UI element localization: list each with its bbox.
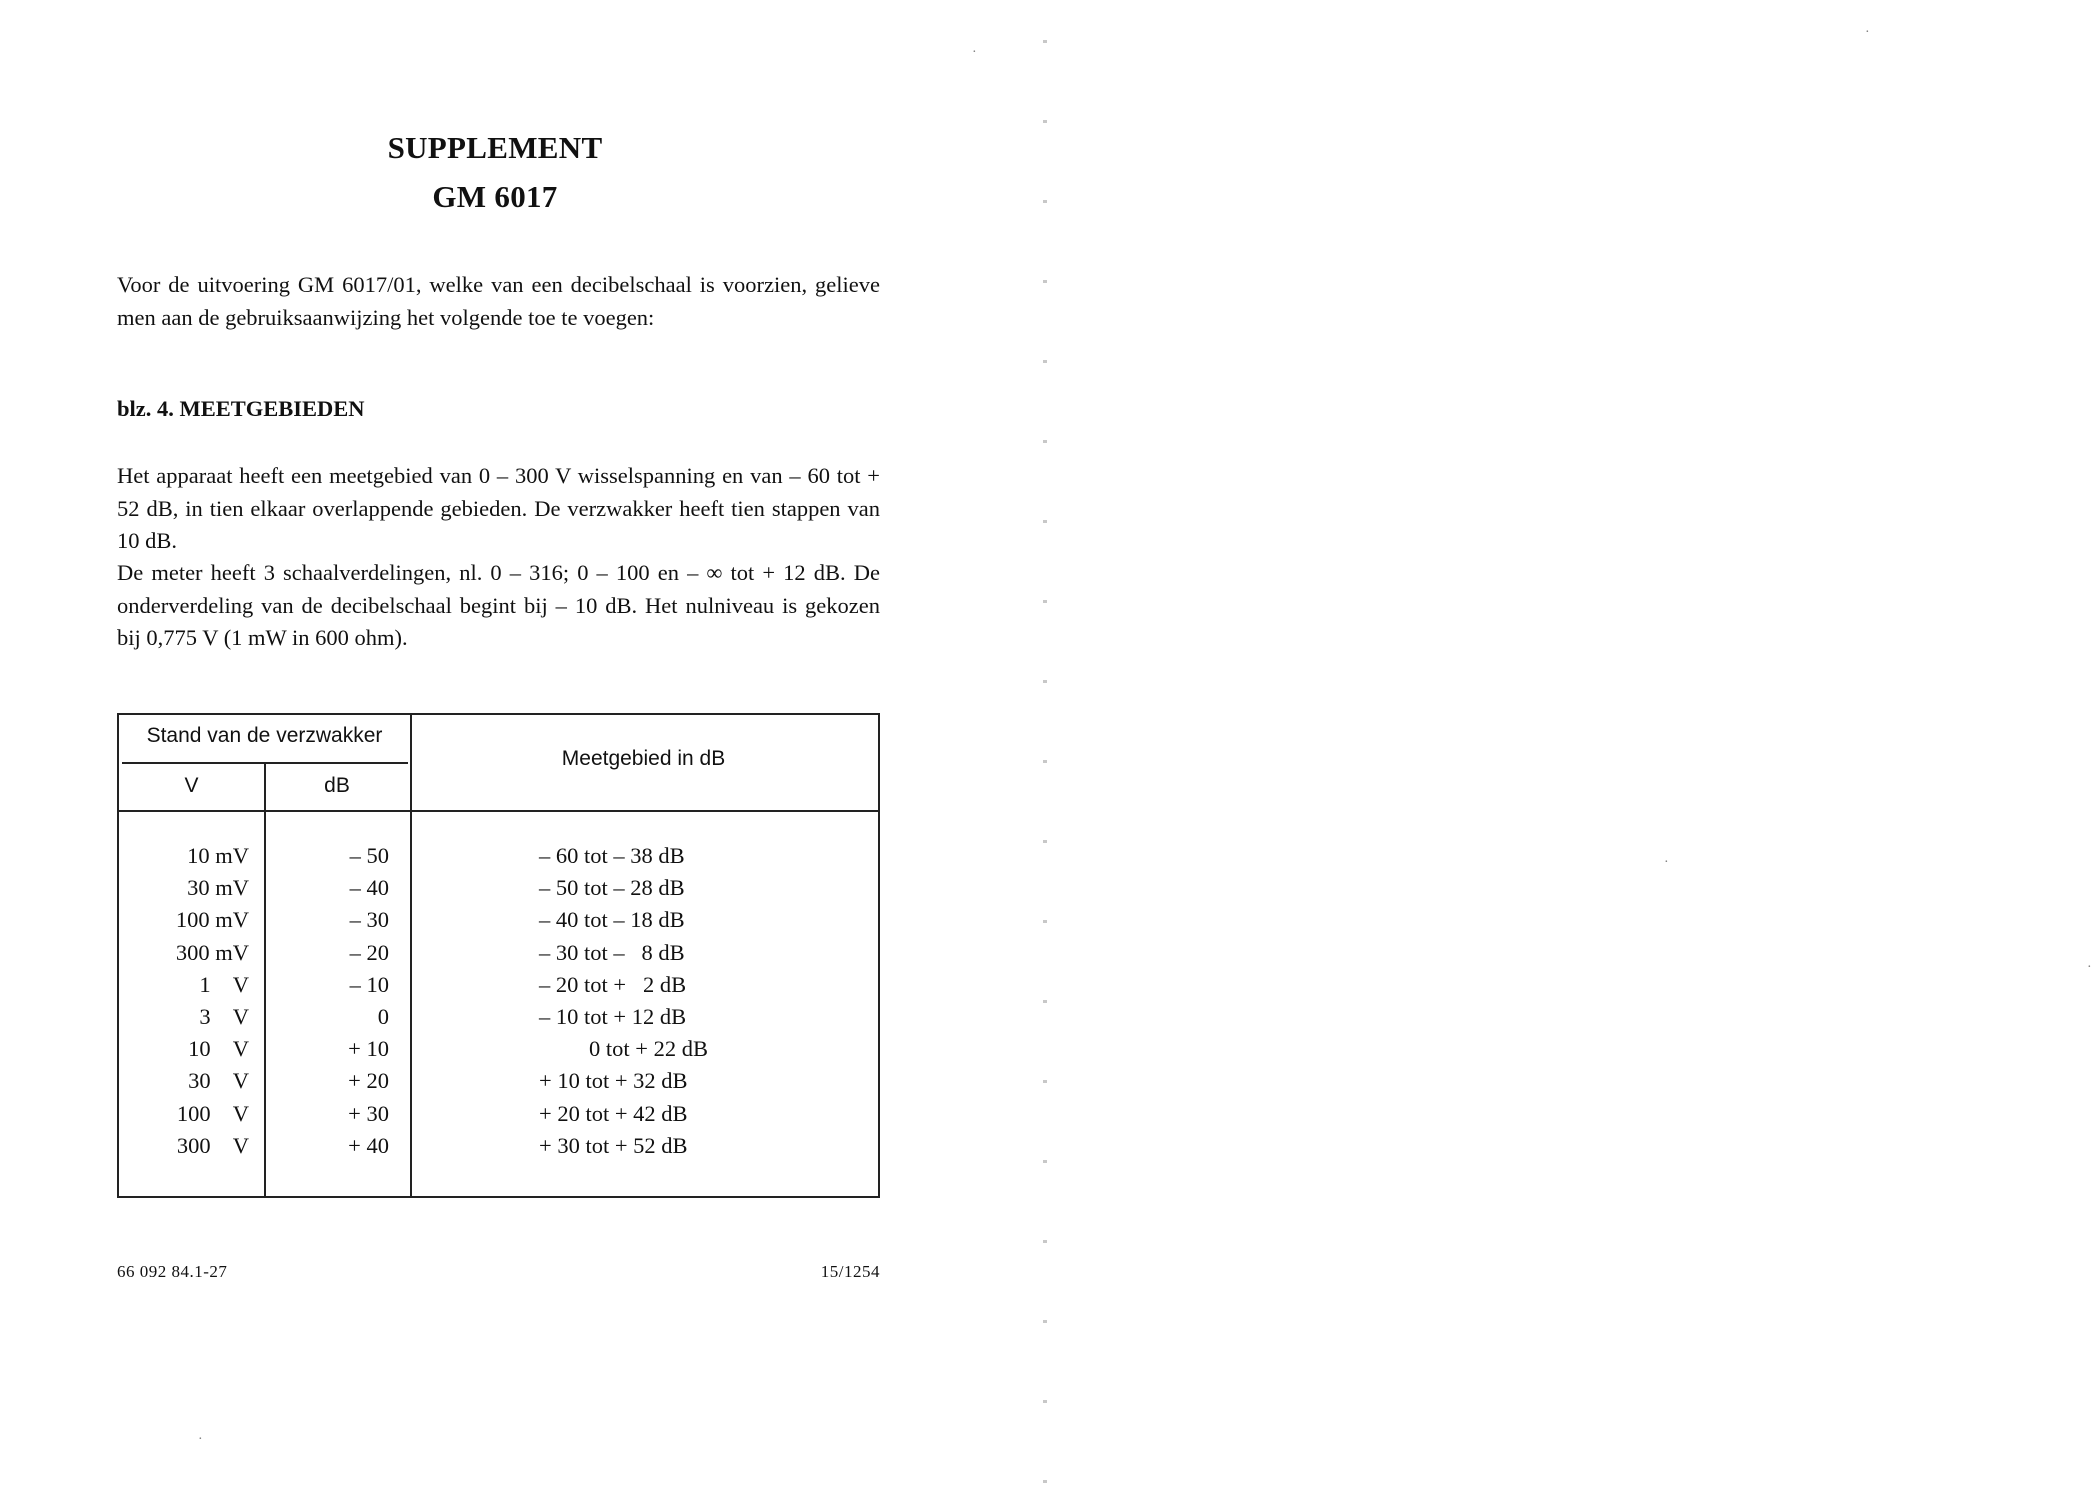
- cell-range: – 50 tot – 28 dB: [539, 875, 685, 901]
- cell-v: 1 V: [199, 971, 249, 997]
- document-subtitle: GM 6017: [432, 179, 558, 214]
- scan-speck: ·: [2087, 960, 2092, 975]
- cell-v: 300 V: [176, 1132, 249, 1158]
- cell-db: + 10: [348, 1036, 389, 1062]
- cell-range: + 10 tot + 32 dB: [539, 1068, 688, 1094]
- table-row: [119, 1068, 878, 1100]
- cell-range: – 20 tot + 2 dB: [539, 971, 687, 997]
- cell-range: 0 tot + 22 dB: [589, 1036, 708, 1062]
- cell-range: + 30 tot + 52 dB: [539, 1132, 688, 1158]
- scan-speck: ·: [198, 1432, 203, 1447]
- cell-v: 30 mV: [187, 875, 249, 901]
- cell-db: – 40: [349, 875, 389, 901]
- cell-db: – 50: [349, 843, 389, 868]
- cell-v: 30 V: [188, 1068, 249, 1094]
- cell-v: 100 mV: [175, 907, 249, 933]
- cell-range: – 10 tot + 12 dB: [539, 1003, 687, 1029]
- document-page: [0, 0, 1040, 1488]
- table-row: [119, 1101, 878, 1133]
- cell-db: 0: [377, 1003, 389, 1029]
- cell-range: – 40 tot – 18 dB: [539, 907, 685, 933]
- section-heading: blz. 4. MEETGEBIEDEN: [117, 396, 365, 421]
- scan-speck: ·: [1664, 855, 1669, 870]
- cell-db: – 30: [349, 907, 389, 933]
- page-fold-binding: [1043, 0, 1047, 1488]
- table-row: [119, 972, 878, 1004]
- cell-db: + 30: [348, 1100, 389, 1126]
- table-header-line: [119, 810, 878, 812]
- cell-db: + 20: [348, 1068, 389, 1094]
- table-subheader-line: [122, 762, 408, 764]
- table-header-v: V: [184, 774, 199, 797]
- table-row: [119, 843, 878, 875]
- intro-paragraph: Voor de uitvoering GM 6017/01, welke van een decibelschaal is voorzien, gelieve men aan de gebruiksaanwijzing het volgende toe te voegen:: [117, 272, 880, 330]
- table-row: [119, 940, 878, 972]
- table-row: [119, 875, 878, 907]
- table-row: [119, 1036, 878, 1068]
- cell-range: + 20 tot + 42 dB: [539, 1100, 688, 1126]
- cell-v: 10 V: [188, 1036, 249, 1062]
- table-header-range: Meetgebied in dB: [561, 747, 726, 770]
- scan-speck: ·: [972, 45, 977, 60]
- cell-v: 100 V: [176, 1100, 249, 1126]
- table-row: [119, 1133, 878, 1165]
- cell-v: 3 V: [199, 1003, 249, 1029]
- body-paragraph-1: Het apparaat heeft een meetgebied van 0 – 300 V wisselspanning en van – 60 tot + 52 dB, in tien elkaar overlappende gebieden. De verzwakker heeft tien stappen van 10 dB.: [117, 463, 880, 553]
- table-row: [119, 907, 878, 939]
- cell-range: – 30 tot – 8 dB: [539, 939, 685, 965]
- table-body: [119, 843, 878, 1165]
- table-row: [119, 1004, 878, 1036]
- footer-page-number: 15/1254: [820, 1262, 880, 1281]
- table-header-db: dB: [324, 774, 350, 797]
- attenuator-table: [117, 713, 880, 1198]
- body-paragraph-2: De meter heeft 3 schaalverdelingen, nl. 0 – 316; 0 – 100 en – ∞ tot + 12 dB. De onderverdeling van de decibelschaal begint bij – 10 dB. Het nulniveau is gekozen bij 0,775 V (1 mW in 600 ohm).: [117, 560, 880, 650]
- table-group-header: Stand van de verzwakker: [146, 724, 383, 747]
- cell-range: – 60 tot – 38 dB: [539, 843, 685, 868]
- cell-db: – 20: [349, 939, 389, 965]
- scan-speck: ·: [1865, 25, 1870, 40]
- footer-code: 66 092 84.1-27: [117, 1262, 228, 1281]
- document-title: SUPPLEMENT: [387, 130, 603, 165]
- cell-db: – 10: [349, 971, 389, 997]
- cell-v: 10 mV: [187, 843, 249, 868]
- cell-v: 300 mV: [175, 939, 249, 965]
- cell-db: + 40: [348, 1132, 389, 1158]
